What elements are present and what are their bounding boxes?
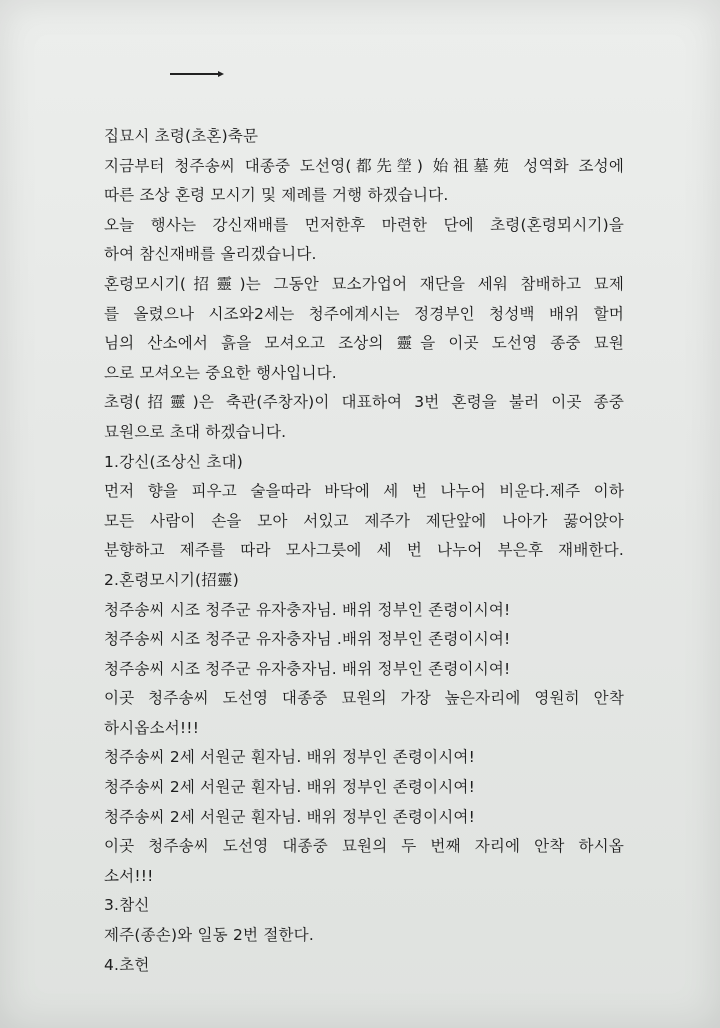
text-line: 하여 참신재배를 올리겠습니다. (104, 245, 317, 264)
text-line: 으로 모셔오는 중요한 행사입니다. (104, 363, 337, 382)
text-line: 모든 사람이 손을 모아 서있고 제주가 제단앞에 나아가 꿇어앉아 (104, 511, 624, 530)
document-title: 집묘시 초령(초혼)축문 (104, 127, 259, 145)
text-line: 청주송씨 2세 서원군 훤자님. 배위 정부인 존령이시여! (104, 807, 475, 826)
text-line: 청주송씨 2세 서원군 훤자님. 배위 정부인 존령이시여! (104, 748, 475, 767)
text-line: 소서!!! (104, 866, 154, 885)
text-line: 를 올렸으나 시조와2세는 청주에계시는 정경부인 청성백 배위 할머 (104, 304, 624, 323)
text-line: 오늘 행사는 강신재배를 먼저한후 마련한 단에 초령(혼령뫼시기)을 (104, 215, 624, 234)
text-line: 이곳 청주송씨 도선영 대종중 묘원의 가장 높은자리에 영원히 안착 (104, 689, 624, 708)
text-line: 혼령모시기(招靈)는 그동안 묘소가업어 재단을 세워 참배하고 묘제 (104, 274, 624, 293)
section-heading: 1.강신(조상신 초대) (104, 452, 244, 471)
text-line: 지금부터 청주송씨 대종중 도선영(都先塋) 始祖墓苑 성역화 조성에 (104, 156, 624, 175)
section-heading: 3.참신 (104, 896, 150, 915)
text-line: 따른 조상 혼령 모시기 및 제례를 거행 하겠습니다. (104, 186, 449, 205)
text-line: 먼저 향을 피우고 술을따라 바닥에 세 번 나누어 비운다.제주 이하 (104, 482, 624, 501)
text-line: 청주송씨 시조 청주군 유자충자님. 배위 정부인 존령이시여! (104, 600, 511, 619)
section-heading: 2.혼령모시기(招靈) (104, 570, 239, 589)
text-line: 이곳 청주송씨 도선영 대종중 묘원의 두 번째 자리에 안착 하시옵 (104, 837, 624, 856)
text-line: 님의 산소에서 흙을 모셔오고 조상의 靈을 이곳 도선영 종중 묘원 (104, 334, 624, 353)
text-line: 제주(종손)와 일동 2번 절한다. (104, 926, 314, 945)
text-line: 분향하고 제주를 따라 모사그릇에 세 번 나누어 부은후 재배한다. (104, 541, 624, 560)
section-heading: 4.초헌 (104, 955, 150, 974)
text-line: 하시옵소서!!! (104, 718, 200, 737)
document-body (104, 122, 624, 980)
text-line: 청주송씨 시조 청주군 유자충자님. 배위 정부인 존령이시여! (104, 659, 511, 678)
pen-mark (170, 73, 220, 75)
text-line: 청주송씨 2세 서원군 훤자님. 배위 정부인 존령이시여! (104, 778, 475, 797)
text-line: 묘원으로 초대 하겠습니다. (104, 422, 287, 441)
text-line: 청주송씨 시조 청주군 유자충자님 .배위 정부인 존령이시여! (104, 630, 511, 649)
text-line: 초령(招靈)은 축관(주창자)이 대표하여 3번 혼령을 불러 이곳 종중 (104, 393, 624, 412)
